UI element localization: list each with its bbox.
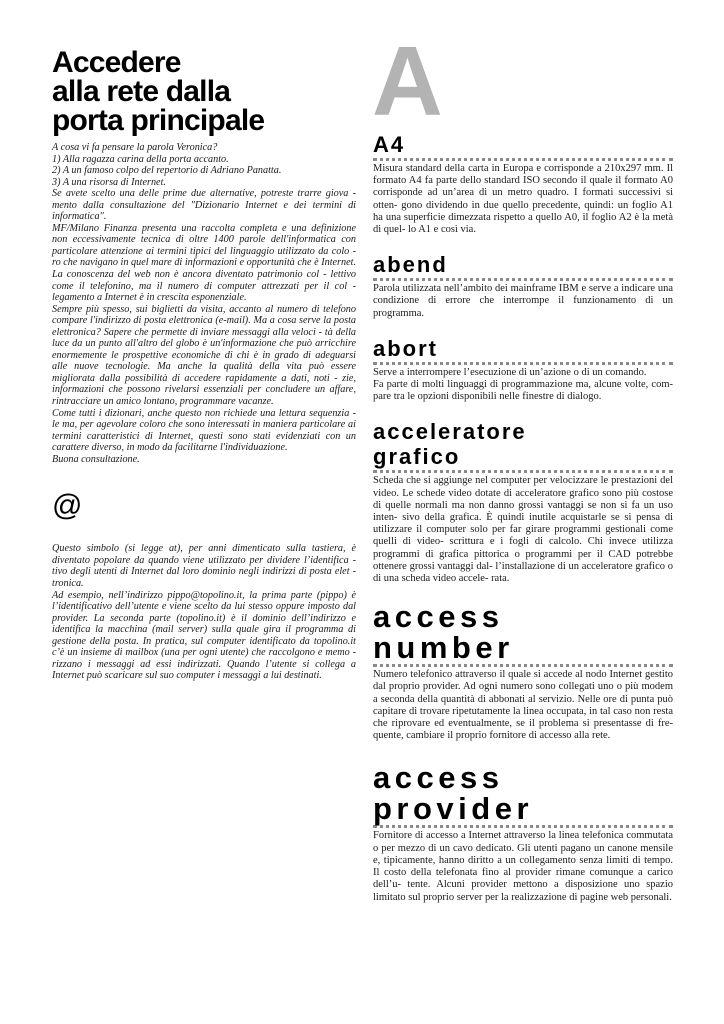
entry-abend — [373, 252, 673, 320]
entry-term: access number — [373, 599, 514, 666]
dictionary-column — [373, 132, 673, 904]
dotted-divider — [373, 362, 673, 365]
entry-term: acceleratore grafico — [373, 419, 527, 470]
dotted-divider — [373, 158, 673, 161]
at-description: Questo simbolo (si legge at), per anni dimenticato sulla tastiera, è diventato popolare da quando viene utilizzato per dividere l’identifica - tivo degli utenti di Internet dal loro dominio negli indirizzi di posta elet - tronica. Ad esempio, nell’indirizzo pippo@topolino.it, la prima parte (pippo) è l’identificativo dell’utente e viene scelto da lui stesso oppure imposto dal provider. La seconda parte (topolino.it) è il dominio dell’indirizzo e identifica la macchina (mail server) sulla quale gira il programma di gestione della posta. In pratica, sul computer identificato da topolino.it c’è un insieme di mailbox (una per ogni utente) che raccolgono e memo - rizzano i messaggi ad essi indirizzati. Quando l’utente si collega a Internet può scaricare sul suo computer i messaggi a lui destinati. — [52, 543, 356, 682]
entry-term: abort — [373, 335, 438, 361]
left-column — [52, 48, 356, 682]
entry-abort — [373, 336, 673, 404]
entry-access-provider — [373, 762, 673, 903]
entry-term: A4 — [373, 132, 406, 157]
entry-term: access provider — [373, 760, 534, 827]
entry-definition: Parola utilizzata nell’ambito dei mainframe IBM e serve a indicare una condizione di errore che interrompe il funzionamento di un programma. — [373, 283, 673, 319]
entry-term: abend — [373, 252, 448, 278]
at-sign-icon: @ — [52, 489, 83, 523]
entry-acceleratore-grafico — [373, 419, 673, 585]
dotted-divider — [373, 470, 673, 473]
entry-definition: Misura standard della carta in Europa e corrisponde a 210x297 mm. Il formato A4 fa parte dello standard ISO secondo il quale il formato A0 corrisponde ad un’area di un metro quadro. I formati successivi si otten- gono dividendo in due quello precedente, quindi: un foglio A1 ha una superficie dimezzata rispetto a quello A0, il foglio A2 è la metà di quel- lo A1 e così via. — [373, 163, 673, 236]
entry-definition: Numero telefonico attraverso il quale si accede al nodo Internet gestito dal proprio provider. Ad ogni numero sono collegati uno o più modem a seconda della quantità di abbonati al servizio. Nelle ore di punta può capitare di trovare ripetutamente la linea occupata, in tal caso non resta che riprovare ed eventualmente, se il problema si presentasse di fre- quente, cambiare il proprio fornitore di accesso alla rete. — [373, 669, 673, 742]
dotted-divider — [373, 278, 673, 281]
entry-definition: Fornitore di accesso a Internet attraverso la linea telefonica commutata o per mezzo di un cavo dedicato. Gli utenti pagano un canone mensile e, tipicamente, hanno diritto a un collegamento senza limiti di tempo. Il costo della telefonata fino al provider rimane comunque a carico dell’u- tente. Alcuni provider mettono a disposizione uno spazio limitato sul proprio server per la realizzazione di pagine web personali. — [373, 830, 673, 903]
entry-definition: Scheda che si aggiunge nel computer per velocizzare le prestazioni del video. Le schede video dotate di acceleratore grafico sono più costose di quelle normali ma non danno grossi vantaggi se non si fa un uso inten- sivo della grafica. È quindi inutile acquistarle se si pensa di utilizzare il computer solo per far girare programmi gestionali come quelli di video- scrittura e i fogli di calcolo. Chi invece utilizza programmi di grafica pittorica o programmi per il CAD potrebbe ottenere grossi vantaggi dal- l’installazione di un acceleratore grafico o di una scheda video accele- rata. — [373, 475, 673, 585]
intro-text: A cosa vi fa pensare la parola Veronica? 1) Alla ragazza carina della porta accanto. 2) A un famoso colpo del repertorio di Adriano Panatta. 3) A una risorsa di Internet. Se avete scelto una delle prime due alternative, potreste trarre giova - mento dalla consultazione del "Dizionario Internet e dei termini di informatica". MF/Milano Finanza presenta una raccolta completa e una definizione non eccessivamente tecnica di oltre 1400 parole dell'informatica con particolare attenzione ai termini tipici del linguaggio utilizzato da colo - ro che navigano in quel mare di informazioni e opportunità che è Internet. La conoscenza del web non è ancora diventato patrimonio col - lettivo come il telefonino, ma il numero di computer attrezzati per il col - legamento a Internet è in crescita esponenziale. Sempre più spesso, sui biglietti da visita, accanto al numero di telefono compare l'indirizzo di posta elettronica (e-mail). Ma a cosa serve la posta elettronica? Sapere che permette di inviare messaggi alla veloci - tà della luce da un punto all'altro del globo è un'informazione che può arricchire enormemente le prospettive economiche di chi è in grado di adeguarsi alle nuove tecnologie. Ma anche la qualità della vita può essere migliorata dalla possibilità di accedere rapidamente a dati, noti - zie, informazioni che possono rivelarsi essenziali per concludere un affare, rintracciare un amico lontano, programmare vacanze. Come tutti i dizionari, anche questo non richiede una lettura sequenzia - le ma, per agevolare coloro che sono interessati in maniera particolare ai termini caratteristici di Internet, questi sono stati evidenziati con un carattere diverso, in modo da facilitarne l'individuazione. Buona consultazione. — [52, 142, 356, 465]
entry-access-number — [373, 601, 673, 742]
entry-a4 — [373, 132, 673, 236]
section-letter: A — [372, 26, 443, 136]
entry-definition: Serve a interrompere l’esecuzione di un’azione o di un comando. Fa parte di molti linguaggi di programmazione ma, alcune volte, com- pare tra le opzioni disponibili nelle finestre di dialogo. — [373, 366, 673, 403]
page-title: Accedere alla rete dalla porta principale — [52, 46, 265, 137]
